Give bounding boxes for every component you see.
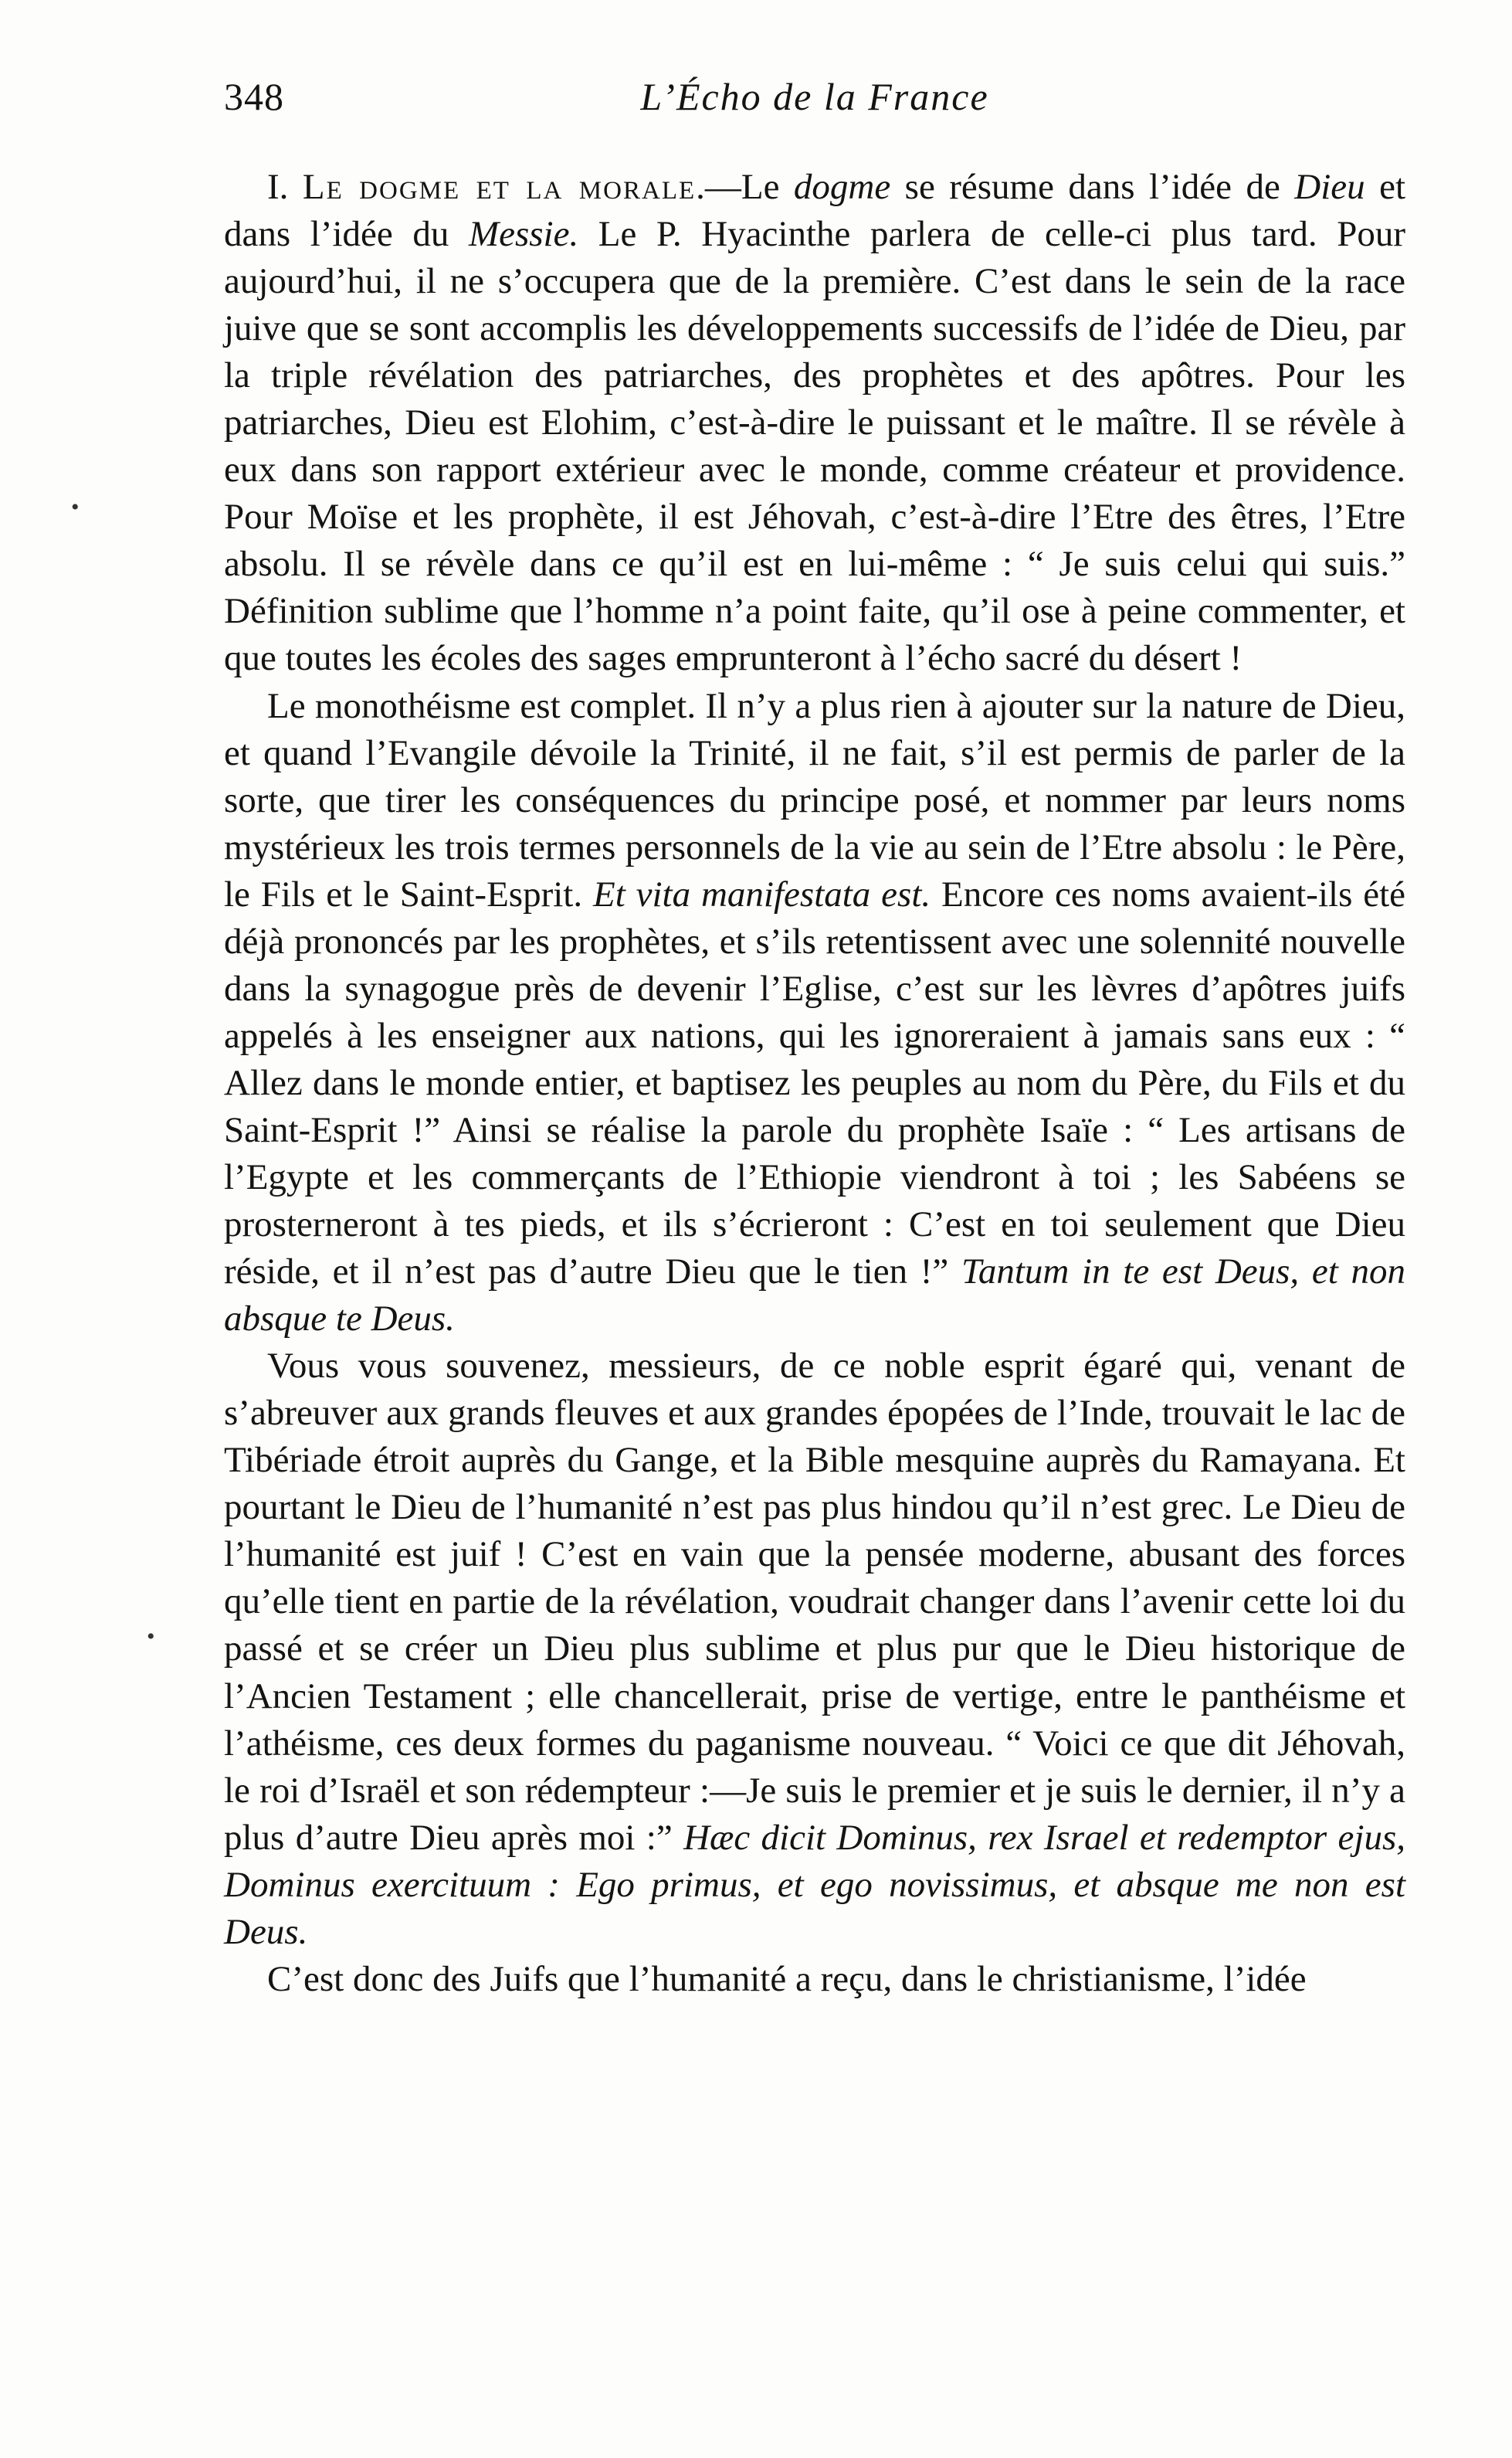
section-heading-suffix: .— bbox=[696, 167, 741, 207]
margin-speck: • bbox=[147, 1624, 155, 1649]
paragraph-1-seg-6: Le P. Hyacinthe parlera de celle-ci plus tard. Pour aujourd’hui, il ne s’occupera que de la première. C’est dans le sein de la race juive que se sont accomplis les développements successifs de l’idée de Dieu, par la triple révélation des patriarches, des prophètes et des apôtres. Pour les patriarches, Dieu est Elohim, c’est-à-dire le puissant et le maître. Il se révèle à eux dans son rapport extérieur avec le monde, comme créateur et providence. Pour Moïse et les prophète, il est Jéhovah, c’est-à-dire l’Etre des êtres, l’Etre absolu. Il se révèle dans ce qu’il est en lui-même : “ Je suis celui qui suis.” Définition sublime que l’homme n’a point faite, qu’il ose à peine commenter, et que toutes les écoles des sages emprunteront à l’écho sacré du désert ! bbox=[224, 214, 1405, 679]
running-head bbox=[224, 74, 1405, 128]
paragraph-3 bbox=[224, 1343, 1405, 1956]
paragraph-2-seg-3: Tantum in te est Deus, et non absque te Deus. bbox=[224, 1251, 1406, 1339]
paragraph-4 bbox=[224, 1956, 1405, 2003]
margin-speck: • bbox=[71, 494, 80, 520]
paragraph-3-seg-1: Hæc dicit Dominus, rex Israel et redemptor ejus, Dominus exercituum : Ego primus, et ego novissimus, et absque me non est Deus. bbox=[224, 1817, 1405, 1952]
paragraph-1-seg-4: et dans l’idée du bbox=[224, 167, 1406, 255]
section-heading: Le dogme et la morale bbox=[302, 167, 697, 207]
paragraph-2-seg-2: Encore ces noms avaient-ils été déjà prononcés par les prophètes, et s’ils retentissent avec une solennité nouvelle dans la synagogue près de devenir l’Eglise, c’est sur les lèvres d’apôtres juifs appelés à les enseigner aux nations, qui les ignoreraient à jamais sans eux : “ Allez dans le monde entier, et baptisez les peuples au nom du Père, du Fils et du Saint-Esprit !” Ainsi se réalise la parole du prophète Isaïe : “ Les artisans de l’Egypte et les commerçants de l’Ethiopie viendront à toi ; les Sabéens se prosterneront à tes pieds, et ils s’écrieront : C’est en toi seulement que Dieu réside, et il n’est pas d’autre Dieu que le tien !” bbox=[224, 874, 1406, 1292]
paragraph-3-seg-0: Vous vous souvenez, messieurs, de ce noble esprit égaré qui, venant de s’abreuver aux grands fleuves et aux grandes épopées de l’Inde, trouvait le lac de Tibériade étroit auprès du Gange, et la Bible mesquine auprès du Ramayana. Et pourtant le Dieu de l’humanité n’est pas plus hindou qu’il n’est grec. Le Dieu de l’humanité est juif ! C’est en vain que la pensée moderne, abusant des forces qu’elle tient en partie de la révélation, voudrait changer dans l’avenir cette loi du passé et se créer un Dieu plus sublime et plus pur que le Dieu historique de l’Ancien Testament ; elle chancellerait, prise de vertige, entre le panthéisme et l’athéisme, ces deux formes du paganisme nouveau. “ Voici ce que dit Jéhovah, le roi d’Israël et son rédempteur :—Je suis le premier et je suis le dernier, il n’y a plus d’autre Dieu après moi :” bbox=[224, 1346, 1405, 1858]
paragraph-1 bbox=[224, 164, 1405, 683]
page-number: 348 bbox=[224, 75, 284, 118]
body-text bbox=[224, 164, 1405, 2003]
paragraph-1-seg-0: Le bbox=[741, 167, 794, 207]
paragraph-2-seg-0: Le monothéisme est complet. Il n’y a plus rien à ajouter sur la nature de Dieu, et quand l’Evangile dévoile la Trinité, il ne fait, s’il est permis de parler de la sorte, que tirer les conséquences du principe posé, et nommer par leurs noms mystérieux les trois termes personnels de la vie au sein de l’Etre absolu : le Père, le Fils et le Saint-Esprit. bbox=[224, 685, 1405, 915]
running-title: L’Écho de la France bbox=[640, 75, 989, 118]
paragraph-2 bbox=[224, 683, 1405, 1343]
paragraph-1-seg-3: Dieu bbox=[1294, 167, 1365, 207]
paragraph-2-seg-1: Et vita manifestata est. bbox=[592, 874, 931, 915]
section-heading-prefix: I. bbox=[267, 167, 303, 207]
paragraph-1-seg-2: se résume dans l’idée de bbox=[890, 167, 1295, 207]
paragraph-1-seg-5: Messie. bbox=[468, 214, 579, 255]
paragraph-4-seg-0: C’est donc des Juifs que l’humanité a reçu, dans le christianisme, l’idée bbox=[267, 1958, 1307, 1999]
paragraph-1-seg-1: dogme bbox=[793, 167, 891, 207]
